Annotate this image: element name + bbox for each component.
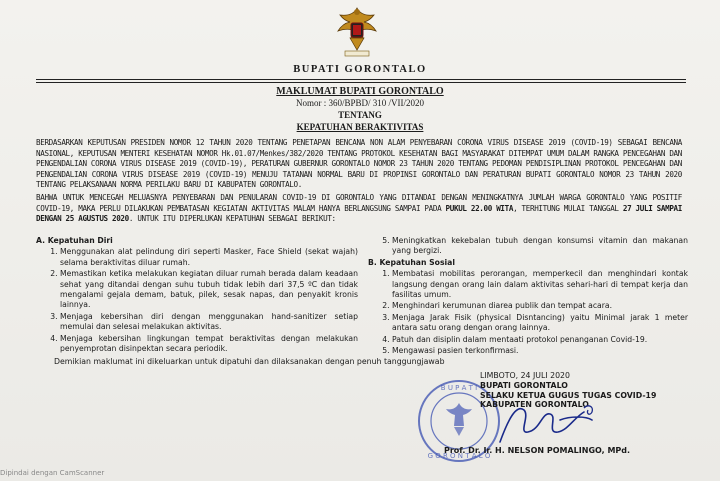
- list-item: 4. Menjaga kebersihan lingkungan tempat beraktivitas dengan melakukan penyemprotan disinpektan secara periodik.: [60, 334, 358, 355]
- section-a-list: [36, 247, 358, 354]
- scanner-watermark: Dipindai dengan CamScanner: [0, 469, 105, 477]
- header-rule-thin: [36, 82, 686, 83]
- document-number: Nomor : 360/BPBD/ 310 /VII/2020: [295, 98, 424, 108]
- list-item: 5. Mengawasi pasien terkonfirmasi.: [392, 346, 688, 356]
- list-item: 1. Membatasi mobilitas perorangan, memperkecil dan menghindari kontak langsung dengan orang lain dalam aktivitas sehari-hari di tempat kerja dan fasilitas umum.: [392, 269, 688, 300]
- curfew-dates: 27 JULI SAMPAI DENGAN 25 AGUSTUS 2020: [36, 203, 682, 224]
- list-item: 4. Patuh dan disiplin dalam mentaati protokol penanganan Covid-19.: [392, 335, 688, 345]
- garuda-emblem-icon: [334, 4, 380, 60]
- signatory-position-3: KABUPATEN GORONTALO: [480, 400, 589, 410]
- curfew-time: PUKUL 22.00 WITA: [445, 203, 514, 213]
- legal-basis-paragraph: BERDASARKAN KEPUTUSAN PRESIDEN NOMOR 12 TAHUN 2020 TENTANG PENETAPAN BENCANA NON ALAM PENYEBARAN CORONA VIRUS DISEASE 2019 (COVID-19) SEBAGAI BENCANA NASIONAL, KEPUTUSAN MENTERI KESEHATAN NOMOR Hk.01.07/Menkes/382/2020 TENTANG PROTOKOL KESEHATAN BAGI MASYARAKAT DITEMPAT UMUM DALAM RANGKA PENCEGAHAN DAN PENGENDALIAN CORONA VIRUS DISEASE 2019 (COVID-19), PERATURAN GUBERNUR GORONTALO NOMOR 23 TAHUN 2020 TENTANG PEDOMAN PENDISIPLINAN PROTOKOL PENCEGAHAN DAN PENGENDALIAN CORONA VIRUS DISEASE 2019 (COVID-19) MENUJU TATANAN NORMAL BARU DI PROPINSI GORONTALO DAN PERATURAN BUPATI GORONTALO NOMOR 23 TAHUN 2020 TENTANG PELAKSANAAN NORMA PERILAKU BARU DI KABUPATEN GORONTALO.: [36, 138, 682, 190]
- section-b-heading: B. Kepatuhan Sosial: [368, 257, 455, 267]
- list-item: 2. Memastikan ketika melakukan kegiatan diluar rumah berada dalam keadaan sehat yang ditandai dengan suhu tubuh tidak lebih dari 37,5 ºC dan tidak mengalami gejala demam, batuk, pilek, sesak napas, dan penyakit kronis lainnya.: [60, 269, 358, 311]
- signatory-position-2: SELAKU KETUA GUGUS TUGAS COVID-19: [480, 390, 657, 400]
- list-item: 3. Menjaga Jarak Fisik (physical Disntancing) yaitu Minimal jarak 1 meter antara satu orang dengan orang lainnya.: [392, 313, 688, 334]
- purpose-paragraph: BAHWA UNTUK MENCEGAH MELUASNYA PENYEBARAN DAN PENULARAN COVID-19 DI GORONTALO YANG DITANDAI DENGAN MENINGKATNYA JUMLAH WARGA GORONTALO YANG POSITIF COVID-19, MAKA PERLU DILAKUKAN PEMBATASAN KEGIATAN AKTIVITAS MALAM HANYA BERLANGSUNG SAMPAI PADA PUKUL 22.00 WITA, TERHITUNG MULAI TANGGAL 27 JULI SAMPAI DENGAN 25 AGUSTUS 2020. UNTUK ITU DIPERLUKAN KEPATUHAN SEBAGAI BERIKUT:: [36, 193, 682, 224]
- list-item: 3. Menjaga kebersihan diri dengan menggunakan hand-sanitizer setiap memulai dan selesai melakukan aktivitas.: [60, 312, 358, 333]
- section-b-list: [368, 269, 688, 356]
- section-a-column: [36, 236, 358, 355]
- list-item: 5. Meningkatkan kekebalan tubuh dengan konsumsi vitamin dan makanan yang bergizi.: [392, 236, 688, 257]
- list-item: 2. Menghindari kerumunan diarea publik dan tempat acara.: [392, 301, 688, 311]
- document-subject: KEPATUHAN BERAKTIVITAS: [296, 122, 424, 132]
- signatory-name: Prof. Dr. Ir. H. NELSON POMALINGO, MPd.: [444, 446, 631, 455]
- section-a-heading: A. Kepatuhan Diri: [36, 236, 113, 245]
- header-rule: [36, 79, 686, 80]
- signatory-position-1: BUPATI GORONTALO: [480, 380, 568, 390]
- list-item: 1. Menggunakan alat pelindung diri seperti Masker, Face Shield (sekat wajah) selama beraktivitas diluar rumah.: [60, 247, 358, 268]
- handwritten-signature-icon: [488, 390, 598, 450]
- section-a-list-continued: [368, 236, 688, 257]
- closing-statement: Demikian maklumat ini dikeluarkan untuk dipatuhi dan dilaksanakan dengan penuh tanggungjawab: [54, 357, 445, 366]
- svg-text:G O R O N T A L O: G O R O N T A L O: [427, 452, 491, 460]
- issuer-heading: BUPATI GORONTALO: [293, 64, 427, 75]
- document-title: MAKLUMAT BUPATI GORONTALO: [276, 86, 444, 97]
- signature-place-date: LIMBOTO, 24 JULI 2020: [480, 371, 570, 380]
- about-label: TENTANG: [338, 110, 382, 120]
- svg-text:B U P A T I: B U P A T I: [440, 384, 478, 392]
- section-b-column: [368, 236, 688, 357]
